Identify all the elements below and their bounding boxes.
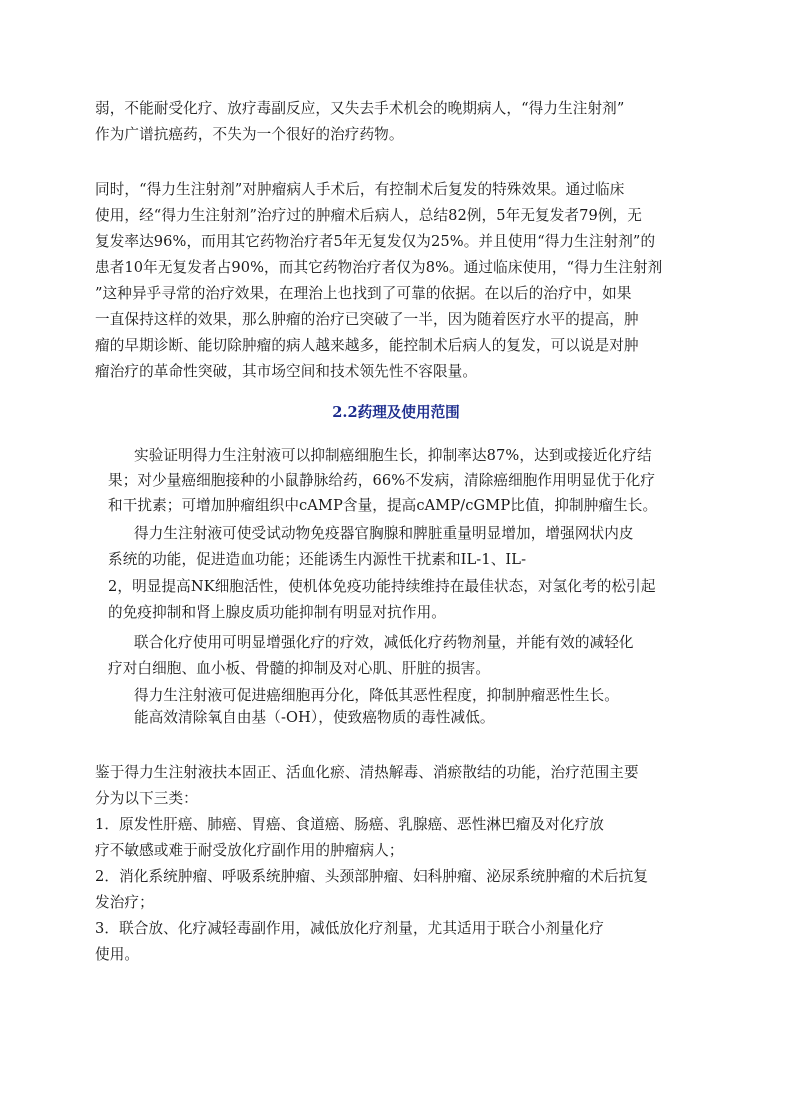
pharmacology-line-10: 得力生注射液可促进癌细胞再分化，降低其恶性程度，抑制肿瘤恶性生长。 (134, 687, 619, 704)
pharmacology-line-1: 实验证明得力生注射液可以抑制癌细胞生长，抑制率达87%，达到或接近化疗结 (134, 447, 652, 464)
pharmacology-line-7: 的免疫抑制和肾上腺皮质功能抑制有明显对抗作用。 (108, 604, 446, 621)
para1-line-1: 弱，不能耐受化疗、放疗毒副反应，又失去手术机会的晚期病人，“得力生注射剂” (95, 100, 625, 117)
para2-line-5: ”这种异乎寻常的治疗效果，在理治上也找到了可靠的依据。在以后的治疗中，如果 (95, 285, 632, 302)
para2-line-1: 同时，“得力生注射剂”对肿瘤病人手术后，有控制术后复发的特殊效果。通过临床 (95, 181, 625, 198)
pharmacology-line-2: 果；对少量癌细胞接种的小鼠静脉给药，66%不发病，清除癌细胞作用明显优于化疗 (108, 472, 656, 489)
pharmacology-line-5: 系统的功能，促进造血功能；还能诱生内源性干扰素和IL-1、IL- (108, 551, 527, 568)
para2-line-2: 使用，经“得力生注射剂”治疗过的肿瘤术后病人，总结82例，5年无复发者79例，无 (95, 207, 642, 224)
section-heading: 2.2药理及使用范围 (332, 404, 460, 421)
scope-item-2-line-2: 发治疗； (95, 894, 154, 911)
pharmacology-line-8: 联合化疗使用可明显增强化疗的疗效，减低化疗药物剂量，并能有效的减轻化 (134, 634, 634, 651)
scope-item-3-line-1: 3．联合放、化疗减轻毒副作用，减低放化疗剂量，尤其适用于联合小剂量化疗 (95, 920, 604, 937)
para2-line-4: 患者10年无复发者占90%，而其它药物治疗者仅为8%。通过临床使用，“得力生注射剂 (95, 259, 663, 276)
para2-line-7: 瘤的早期诊断、能切除肿瘤的病人越来越多，能控制术后病人的复发，可以说是对肿 (95, 337, 639, 354)
scope-line-2: 分为以下三类： (95, 790, 198, 807)
scope-item-1-line-1: 1．原发性肝癌、肺癌、胃癌、食道癌、肠癌、乳腺癌、恶性淋巴瘤及对化疗放 (95, 816, 604, 833)
pharmacology-line-9: 疗对白细胞、血小板、骨髓的抑制及对心肌、肝脏的损害。 (108, 660, 491, 677)
scope-item-2-line-1: 2．消化系统肿瘤、呼吸系统肿瘤、头颈部肿瘤、妇科肿瘤、泌尿系统肿瘤的术后抗复 (95, 868, 649, 885)
para2-line-6: 一直保持这样的效果，那么肿瘤的治疗已突破了一半，因为随着医疗水平的提高，肿 (95, 311, 639, 328)
para1-line-2: 作为广谱抗癌药，不失为一个很好的治疗药物。 (95, 126, 404, 143)
pharmacology-line-3: 和干扰素；可增加肿瘤组织中cAMP含量，提高cAMP/cGMP比值，抑制肿瘤生长。 (108, 497, 658, 514)
pharmacology-line-11: 能高效清除氧自由基（-OH），使致癌物质的毒性减低。 (134, 709, 495, 726)
para2-line-8: 瘤治疗的革命性突破，其市场空间和技术领先性不容限量。 (95, 363, 478, 380)
scope-item-1-line-2: 疗不敏感或难于耐受放化疗副作用的肿瘤病人； (95, 842, 404, 859)
pharmacology-line-6: 2，明显提高NK细胞活性，使机体免疫功能持续维持在最佳状态，对氢化考的松引起 (108, 578, 656, 595)
scope-item-3-line-2: 使用。 (95, 946, 140, 963)
pharmacology-line-4: 得力生注射液可使受试动物免疫器官胸腺和脾脏重量明显增加，增强网状内皮 (134, 525, 634, 542)
para2-line-3: 复发率达96%，而用其它药物治疗者5年无复发仅为25%。并且使用“得力生注射剂”的 (95, 233, 656, 250)
scope-line-1: 鉴于得力生注射液扶本固正、活血化瘀、清热解毒、消瘀散结的功能，治疗范围主要 (95, 764, 639, 781)
